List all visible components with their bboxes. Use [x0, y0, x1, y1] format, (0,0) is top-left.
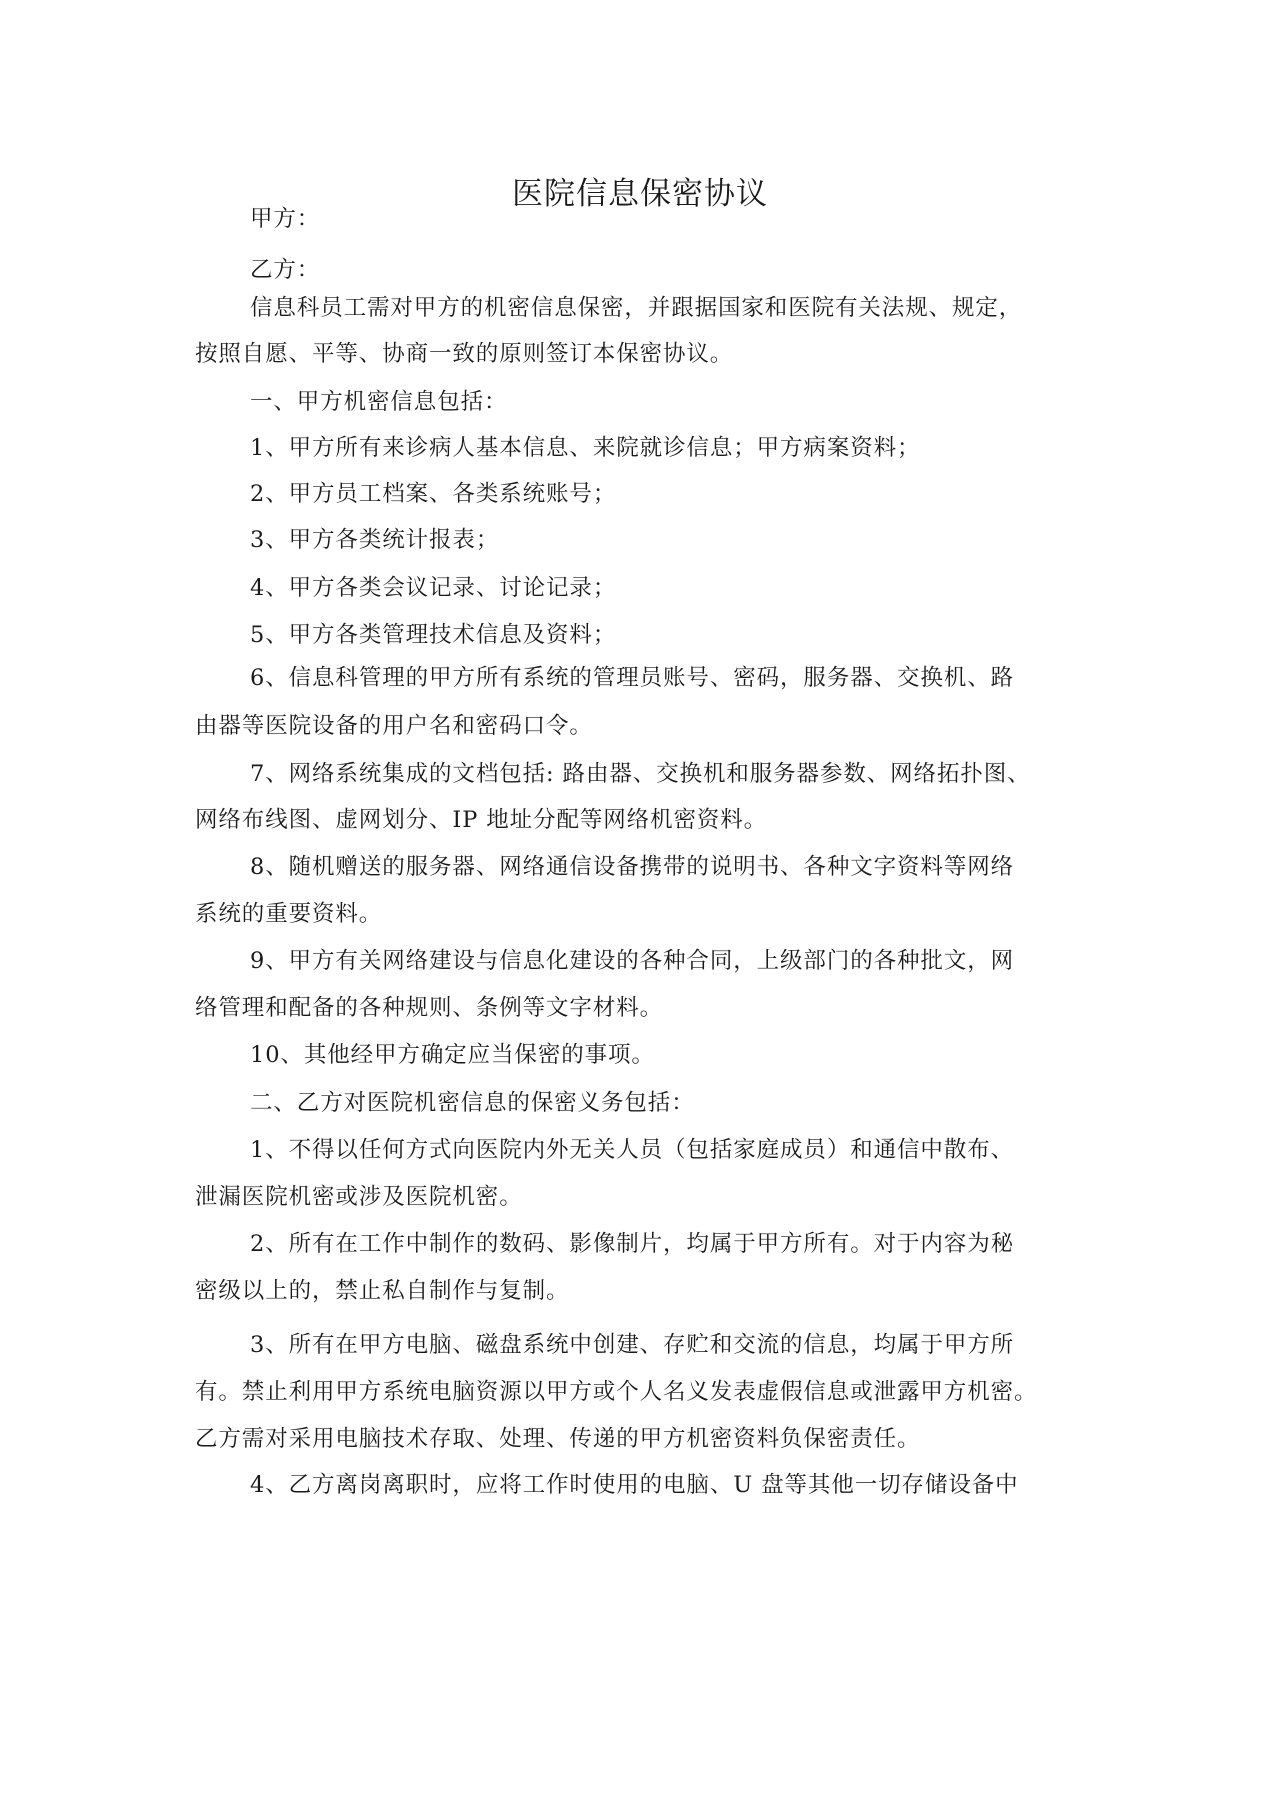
document-line: 二、乙方对医院机密信息的保密义务包括： — [250, 1090, 695, 1116]
document-line: 3、甲方各类统计报表； — [250, 527, 500, 553]
document-line: 1、甲方所有来诊病人基本信息、来院就诊信息；甲方病案资料； — [250, 435, 921, 461]
document-line: 泄漏医院机密或涉及医院机密。 — [195, 1184, 523, 1210]
document-line: 2、所有在工作中制作的数码、影像制片，均属于甲方所有。对于内容为秘 — [250, 1231, 1015, 1257]
document-line: 3、所有在甲方电脑、磁盘系统中创建、存贮和交流的信息，均属于甲方所 — [250, 1332, 1015, 1358]
document-line: 信息科员工需对甲方的机密信息保密，并跟据国家和医院有关法规、规定， — [250, 295, 1023, 321]
document-line: 甲方： — [250, 206, 321, 232]
document-line: 一、甲方机密信息包括： — [250, 389, 508, 415]
document-line: 4、乙方离岗离职时，应将工作时使用的电脑、U 盘等其他一切存储设备中 — [250, 1472, 1019, 1498]
document-line: 络管理和配备的各种规则、条例等文字材料。 — [195, 995, 664, 1021]
document-line: 4、甲方各类会议记录、讨论记录； — [250, 575, 617, 601]
document-line: 6、信息科管理的甲方所有系统的管理员账号、密码，服务器、交换机、路 — [250, 665, 1015, 691]
document-line: 2、甲方员工档案、各类系统账号； — [250, 481, 617, 507]
document-line: 密级以上的，禁止私自制作与复制。 — [195, 1278, 570, 1304]
document-line: 5、甲方各类管理技术信息及资料； — [250, 622, 617, 648]
document-line: 有。禁止利用甲方系统电脑资源以甲方或个人名义发表虚假信息或泄露甲方机密。 — [195, 1379, 1038, 1405]
document-line: 1、不得以任何方式向医院内外无关人员（包括家庭成员）和通信中散布、 — [250, 1137, 1015, 1163]
document-line: 乙方需对采用电脑技术存取、处理、传递的甲方机密资料负保密责任。 — [195, 1426, 921, 1452]
document-line: 8、随机赠送的服务器、网络通信设备携带的说明书、各种文字资料等网络 — [250, 854, 1015, 880]
document-line: 10、其他经甲方确定应当保密的事项。 — [250, 1042, 655, 1068]
document-line: 7、网络系统集成的文档包括: 路由器、交换机和服务器参数、网络拓扑图、 — [250, 761, 1031, 787]
document-line: 由器等医院设备的用户名和密码口令。 — [195, 713, 593, 739]
document-title: 医院信息保密协议 — [512, 176, 768, 212]
document-line: 系统的重要资料。 — [195, 901, 383, 927]
document-line: 网络布线图、虚网划分、IP 地址分配等网络机密资料。 — [195, 807, 768, 833]
document-line: 9、甲方有关网络建设与信息化建设的各种合同，上级部门的各种批文，网 — [250, 948, 1015, 974]
document-line: 乙方： — [250, 257, 321, 283]
document-line: 按照自愿、平等、协商一致的原则签订本保密协议。 — [195, 341, 734, 367]
